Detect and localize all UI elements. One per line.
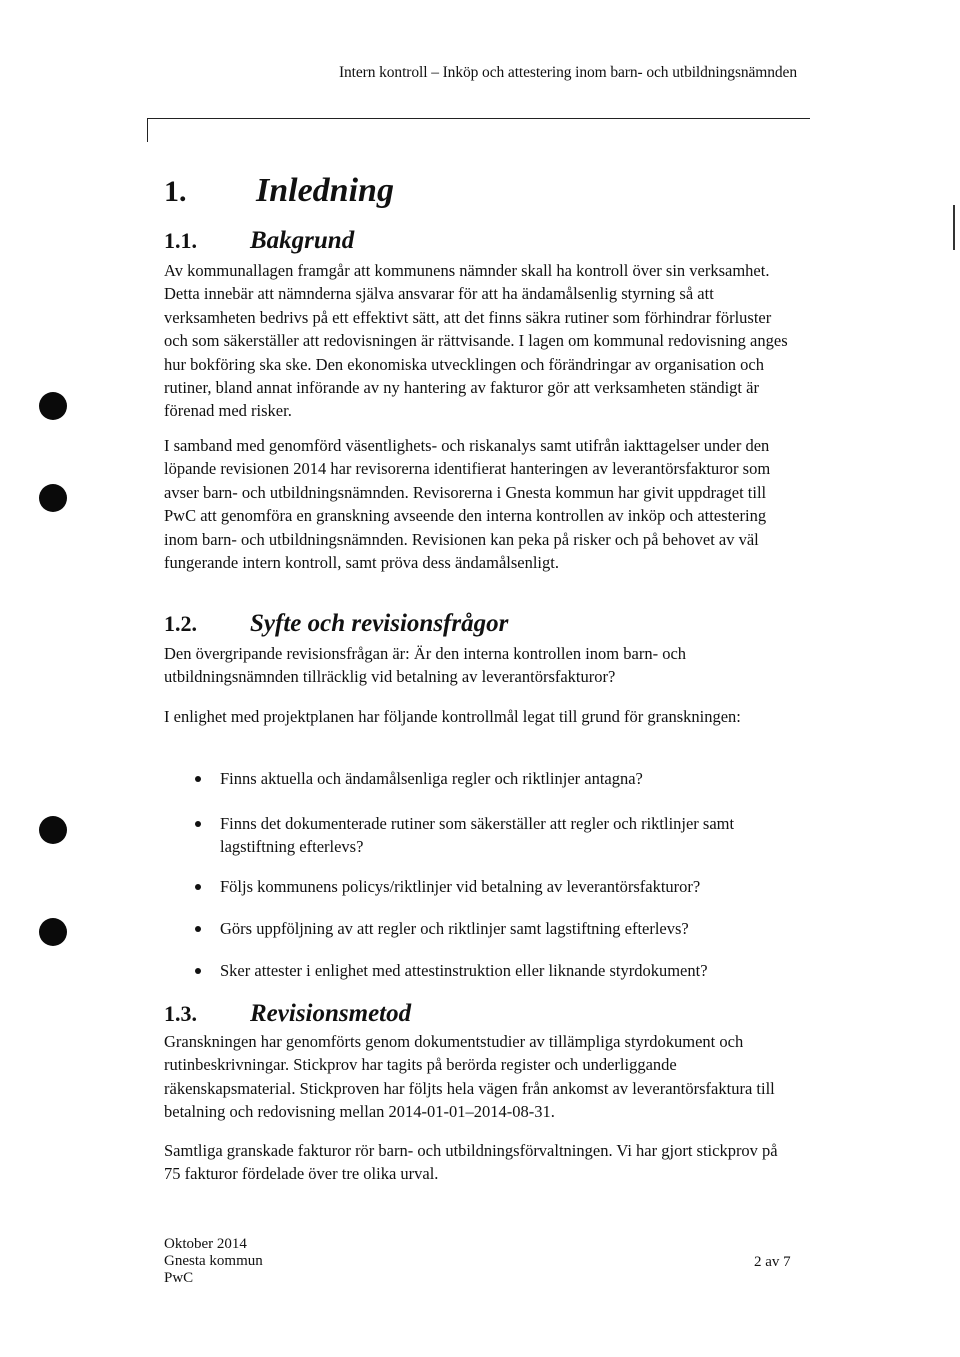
- section-title: Syfte och revisionsfrågor: [250, 610, 509, 637]
- list-item: Finns det dokumenterade rutiner som säkerställer att regler och riktlinjer samt lagstiftning efterlevs?: [164, 812, 796, 859]
- list-item: Sker attester i enlighet med attestinstruktion eller liknande styrdokument?: [164, 959, 796, 982]
- chapter-title: Inledning: [256, 172, 394, 209]
- list-item: Följs kommunens policys/riktlinjer vid betalning av leverantörsfakturor?: [164, 875, 796, 898]
- footer-organization: Gnesta kommun: [164, 1253, 263, 1269]
- running-header: Intern kontroll – Inköp och attestering inom barn- och utbildningsnämnden: [338, 64, 797, 81]
- punch-hole: [39, 392, 67, 420]
- body-paragraph: I enlighet med projektplanen har följande kontrollmål legat till grund för granskningen:: [164, 707, 741, 726]
- header-rule-corner: [147, 118, 148, 142]
- header-rule: [147, 118, 810, 119]
- section-title: Revisionsmetod: [250, 1000, 412, 1027]
- section-number: 1.1.: [164, 228, 197, 253]
- section-title: Bakgrund: [250, 227, 355, 254]
- section-heading-revisionsmetod: [164, 1000, 411, 1028]
- body-paragraph: Den övergripande revisionsfrågan är: Är den interna kontrollen inom barn- och utbildningsnämnden tillräcklig vid betalning av leverantörsfakturor?: [164, 644, 687, 687]
- body-paragraph: Av kommunallagen framgår att kommunens nämnder skall ha kontroll över sin verksamhet. Detta innebär att nämnderna själva ansvarar för att ha ändamålsenlig styrning så att verksamheten bedrivs på ett effektivt sätt, att det finns säkra rutiner som förhindrar förluster och som säkerställer att redovisningen är rättvisande. I lagen om kommunal redovisning anges hur bokföring ska ske. Den ekonomiska utvecklingen och förändringar av organisation och rutiner, bland annat införande av ny hantering av fakturor gör att verksamheten ständigt är förenad med risker.: [164, 261, 788, 421]
- section-number: 1.2.: [164, 611, 197, 636]
- list-item: Görs uppföljning av att regler och riktlinjer samt lagstiftning efterlevs?: [164, 917, 796, 940]
- chapter-number: 1.: [164, 175, 187, 208]
- body-paragraph: Samtliga granskade fakturor rör barn- och utbildningsförvaltningen. Vi har gjort stickprov på 75 fakturor fördelade över tre olika urval.: [164, 1141, 778, 1184]
- page-footer: [164, 1236, 263, 1287]
- punch-hole: [39, 816, 67, 844]
- punch-hole: [39, 484, 67, 512]
- scan-edge-mark: [953, 205, 955, 250]
- section-heading-syfte: [164, 610, 508, 638]
- footer-date: Oktober 2014: [164, 1236, 247, 1252]
- punch-hole: [39, 918, 67, 946]
- body-paragraph: I samband med genomförd väsentlighets- och riskanalys samt utifrån iakttagelser under den löpande revisionen 2014 har revisorerna identifierat hanteringen av leverantörsfakturor som avser barn- och utbildningsnämnden. Revisorerna i Gnesta kommun har givit uppdraget till PwC att genomföra en granskning avseende den interna kontrollen av inköp och attestering inom barn- och utbildningsnämnden. Revisionen kan peka på risker och på behovet av väl fungerande intern kontroll, samt pröva dess ändamålsenligt.: [164, 436, 771, 573]
- section-heading-bakgrund: [164, 227, 354, 255]
- list-item: Finns aktuella och ändamålsenliga regler och riktlinjer antagna?: [164, 767, 796, 790]
- chapter-heading: [164, 172, 394, 210]
- body-paragraph: Granskningen har genomförts genom dokumentstudier av tillämpliga styrdokument och rutinbeskrivningar. Stickprov har tagits på berörda register och underliggande räkenskapsmaterial. Stickproven har följts hela vägen från ankomst av leverantörsfaktura till betalning och redovisning mellan 2014-01-01–2014-08-31.: [164, 1032, 775, 1122]
- footer-firm: PwC: [164, 1270, 194, 1286]
- section-number: 1.3.: [164, 1001, 197, 1026]
- page-number: 2 av 7: [754, 1254, 791, 1270]
